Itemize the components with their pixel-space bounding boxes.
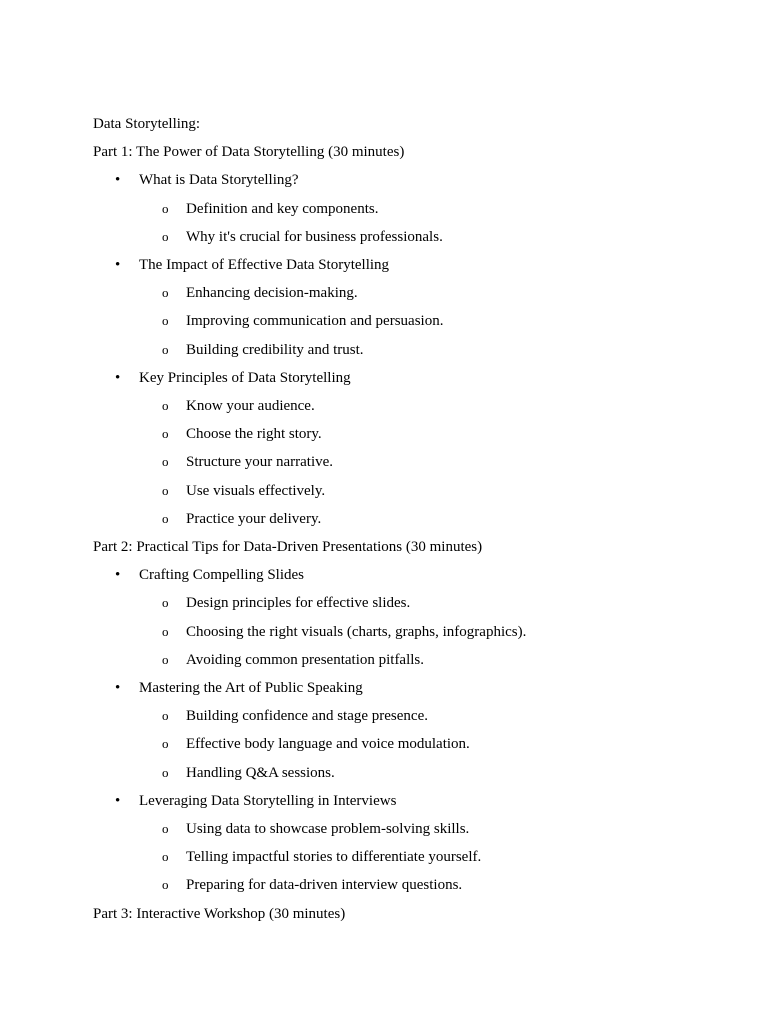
sub-list-item: Effective body language and voice modulation. [186, 736, 470, 753]
sub-list-item: Choose the right story. [186, 426, 322, 443]
document-title: Data Storytelling: [93, 116, 201, 132]
list-item: Leveraging Data Storytelling in Interviews [139, 792, 397, 809]
list-item: What is Data Storytelling? [139, 172, 299, 189]
list-item: Crafting Compelling Slides [139, 567, 304, 584]
sub-bullet-icon: o [162, 341, 169, 357]
sub-bullet-icon: o [162, 454, 169, 470]
sub-list-item: Design principles for effective slides. [186, 595, 411, 612]
sub-bullet-icon: o [162, 398, 169, 413]
sub-list-item: Enhancing decision-making. [186, 285, 358, 302]
list-item: Key Principles of Data Storytelling [139, 369, 351, 386]
sub-bullet-icon: o [162, 228, 169, 244]
sub-bullet-icon: o [162, 200, 169, 216]
sub-bullet-icon: o [162, 708, 169, 724]
sub-list-item: Preparing for data-driven interview questions. [186, 877, 463, 894]
sub-bullet-icon: o [162, 821, 169, 836]
sub-bullet-icon: o [162, 736, 169, 752]
sub-list-item: Definition and key components. [186, 200, 379, 217]
sub-list-item: Structure your narrative. [186, 454, 334, 471]
bullet-icon: • [115, 369, 121, 386]
sub-list-item: Handling Q&A sessions. [186, 764, 335, 781]
list-item: Mastering the Art of Public Speaking [139, 680, 363, 696]
sub-bullet-icon: o [162, 849, 169, 865]
part-heading: Part 1: The Power of Data Storytelling (30 minutes) [93, 144, 405, 161]
bullet-icon: • [115, 792, 121, 809]
sub-list-item: Practice your delivery. [186, 510, 322, 527]
sub-list-item: Choosing the right visuals (charts, graphs, infographics). [186, 623, 527, 640]
sub-bullet-icon: o [162, 510, 169, 526]
bullet-icon: • [115, 567, 121, 584]
sub-list-item: Using data to showcase problem-solving skills. [186, 821, 470, 837]
sub-list-item: Why it's crucial for business professionals. [186, 228, 443, 245]
sub-list-item: Know your audience. [186, 398, 315, 414]
sub-list-item: Improving communication and persuasion. [186, 313, 444, 330]
sub-bullet-icon: o [162, 426, 169, 442]
sub-list-item: Use visuals effectively. [186, 482, 326, 499]
sub-bullet-icon: o [162, 623, 169, 639]
sub-bullet-icon: o [162, 285, 169, 301]
sub-list-item: Building confidence and stage presence. [186, 708, 428, 725]
sub-bullet-icon: o [162, 651, 169, 667]
sub-list-item: Telling impactful stories to differentiate yourself. [186, 849, 482, 866]
sub-bullet-icon: o [162, 764, 169, 780]
bullet-icon: • [115, 172, 121, 189]
sub-bullet-icon: o [162, 595, 169, 611]
sub-bullet-icon: o [162, 482, 169, 498]
sub-list-item: Avoiding common presentation pitfalls. [186, 651, 425, 668]
bullet-icon: • [115, 680, 121, 696]
sub-bullet-icon: o [162, 877, 169, 893]
list-item: The Impact of Effective Data Storytelling [139, 257, 390, 273]
sub-bullet-icon: o [162, 313, 169, 329]
part-heading: Part 2: Practical Tips for Data-Driven Presentations (30 minutes) [93, 539, 483, 555]
bullet-icon: • [115, 257, 121, 273]
sub-list-item: Building credibility and trust. [186, 341, 364, 358]
part-heading: Part 3: Interactive Workshop (30 minutes) [93, 905, 346, 922]
